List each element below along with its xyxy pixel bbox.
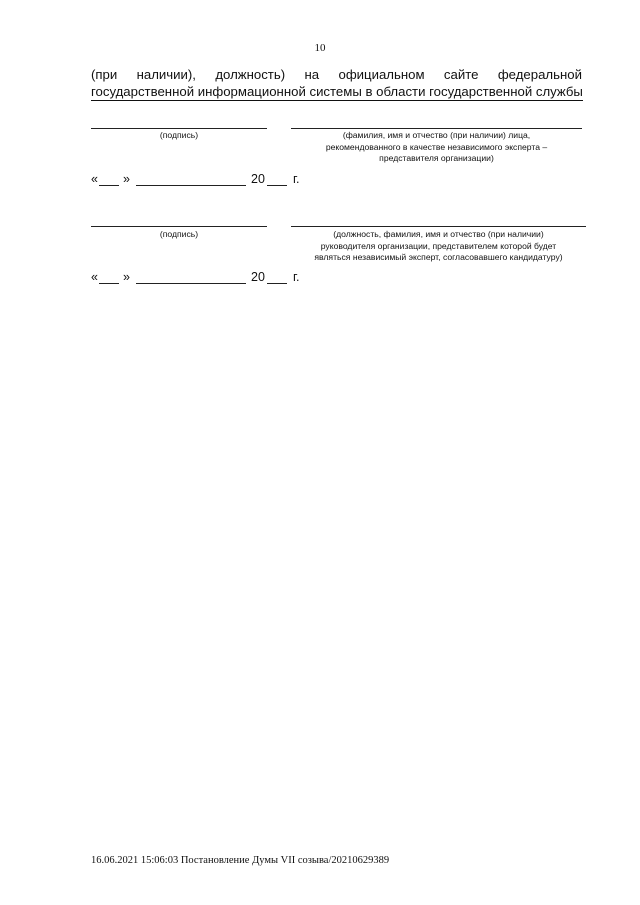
paragraph-word: должность): [215, 67, 286, 82]
signature-line: [91, 226, 267, 227]
year-blank: [267, 185, 287, 186]
signature-line: [91, 128, 267, 129]
day-blank: [99, 185, 119, 186]
paragraph-word: наличии),: [136, 67, 196, 82]
paragraph-word: на: [304, 67, 320, 82]
paragraph-line-2-underlined: государственной информационной системы в области государственной службы: [91, 84, 583, 99]
name-line: [291, 128, 582, 129]
month-blank: [136, 283, 246, 284]
page-number: 10: [314, 42, 326, 54]
caption-line: являться независимый эксперт, согласовавшего кандидатуру): [314, 252, 563, 262]
open-quote: «: [91, 270, 98, 284]
close-quote: »: [123, 270, 130, 284]
expert-name-caption: [291, 130, 582, 165]
name-line: [291, 226, 586, 227]
year-prefix: 20: [251, 270, 265, 284]
month-blank: [136, 185, 246, 186]
caption-line: руководителя организации, представителем которой будет: [320, 240, 557, 251]
paragraph-word: официальном: [338, 67, 425, 82]
year-suffix: г.: [293, 172, 300, 186]
day-blank: [99, 283, 119, 284]
year-blank: [267, 283, 287, 284]
paragraph-word: (при: [91, 67, 118, 82]
caption-line: рекомендованного в качестве независимого эксперта –: [325, 141, 548, 152]
body-paragraph: [91, 66, 582, 101]
open-quote: «: [91, 172, 98, 186]
year-prefix: 20: [251, 172, 265, 186]
signature-caption: (подпись): [159, 130, 199, 140]
paragraph-word: сайте: [443, 67, 479, 82]
date-field: [91, 270, 321, 286]
caption-line: представителя организации): [379, 153, 494, 163]
date-field: [91, 172, 321, 188]
paragraph-word: федеральной: [497, 67, 582, 82]
year-suffix: г.: [293, 270, 300, 284]
paragraph-line-1: [91, 66, 582, 83]
document-footer-stamp: 16.06.2021 15:06:03 Постановление Думы VII созыва/20210629389: [91, 855, 390, 866]
caption-line: (должность, фамилия, имя и отчество (при наличии): [333, 229, 544, 239]
head-name-caption: [291, 229, 586, 264]
signature-caption: (подпись): [159, 229, 199, 239]
close-quote: »: [123, 172, 130, 186]
caption-line: (фамилия, имя и отчество (при наличии) лица,: [342, 130, 531, 140]
